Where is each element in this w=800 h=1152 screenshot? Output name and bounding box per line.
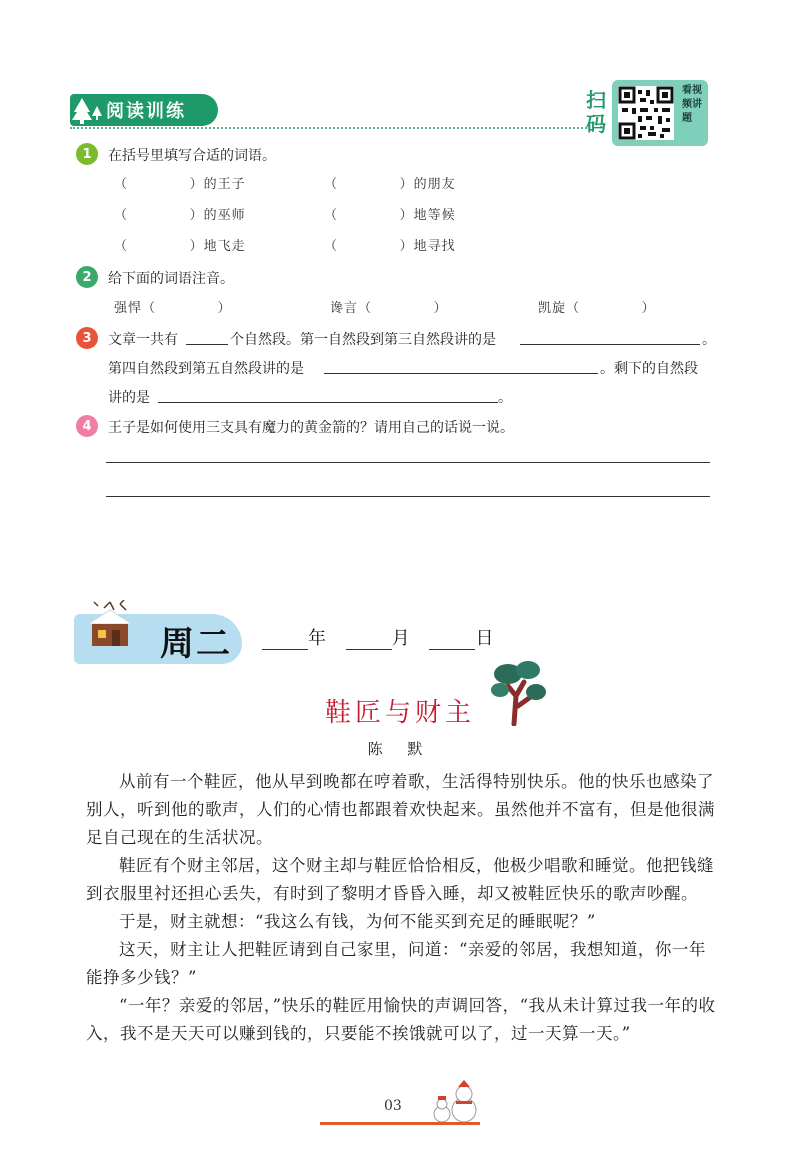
question-3-line2-start: 第四自然段到第五自然段讲的是 [108, 361, 304, 377]
answer-line[interactable] [106, 496, 710, 497]
page-number: 03 [384, 1098, 402, 1114]
date-blank[interactable] [429, 633, 475, 650]
story-title: 鞋匠与财主 [324, 698, 475, 728]
qr-code-icon[interactable] [618, 86, 674, 140]
section-header-tag [70, 94, 218, 126]
question-number-badge: 4 [76, 415, 98, 437]
question-number-badge: 2 [76, 266, 98, 288]
date-fields [262, 624, 493, 650]
fill-blank-row: （ ）地飞走 [114, 239, 246, 254]
fill-blank-row: （ ）的巫师 [114, 208, 246, 223]
question-number-badge: 1 [76, 143, 98, 165]
month-label: 月 [391, 628, 410, 649]
story-paragraph: 从前有一个鞋匠，他从早到晚都在哼着歌，生活得特别快乐。他的快乐也感染了别人，听到他的歌声，人们的心情也都跟着欢快起来。虽然他并不富有，但是他很满足自己现在的生活状况。 [86, 772, 715, 847]
scan-label: 扫码 [586, 88, 606, 136]
snow-house-icon [80, 600, 140, 648]
fill-blank-row: （ ）的朋友 [324, 177, 456, 192]
year-blank[interactable] [262, 633, 308, 650]
pinyin-item: 谗言（ ） [330, 301, 448, 316]
fill-blank-row: （ ）地等候 [324, 208, 456, 223]
answer-line[interactable] [106, 462, 710, 463]
question-3-line3-start: 讲的是 [108, 390, 150, 406]
section-title: 阅读训练 [106, 101, 186, 122]
story-paragraph: 于是，财主就想：“我这么有钱，为何不能买到充足的睡眠呢？” [119, 912, 596, 931]
date-label: 日 [475, 628, 494, 649]
pinyin-item: 凯旋（ ） [538, 301, 656, 316]
answer-line[interactable] [158, 402, 498, 403]
question-3-line3-end: 。 [498, 390, 512, 406]
question-number-badge: 3 [76, 327, 98, 349]
snowman-icon [428, 1080, 484, 1124]
footer-divider [320, 1122, 480, 1125]
question-3-line1-mid: 个自然段。第一自然段到第三自然段讲的是 [230, 332, 496, 348]
year-label: 年 [308, 628, 326, 649]
question-2-text: 给下面的词语注音。 [108, 271, 234, 287]
answer-line[interactable] [324, 373, 598, 374]
section-divider [70, 127, 590, 129]
question-3-line1-start: 文章一共有 [108, 332, 178, 348]
pinyin-item: 强悍（ ） [114, 301, 232, 316]
question-3-line2-end: 。剩下的自然段 [600, 361, 698, 377]
fill-blank-row: （ ）的王子 [114, 177, 246, 192]
month-blank[interactable] [346, 633, 392, 650]
fill-blank-row: （ ）地寻找 [324, 239, 456, 254]
story-paragraph: 鞋匠有个财主邻居，这个财主却与鞋匠恰恰相反，他极少唱歌和睡觉。他把钱缝到衣服里衬还担心丢失，有时到了黎明才昏昏入睡，却又被鞋匠快乐的歌声吵醒。 [86, 856, 714, 903]
day-label: 周二 [160, 624, 232, 664]
answer-line[interactable] [520, 344, 700, 345]
question-3-line1-end: 。 [702, 332, 716, 348]
story-paragraph: “一年？亲爱的邻居，”快乐的鞋匠用愉快的声调回答，“我从未计算过我一年的收入，我不是天天可以赚到钱的，只要能不挨饿就可以了，过一天算一天。” [86, 996, 716, 1043]
story-author: 陈 默 [367, 740, 433, 758]
pine-tree-icon [70, 94, 106, 126]
question-4-text: 王子是如何使用三支具有魔力的黄金箭的？请用自己的话说一说。 [108, 420, 514, 436]
tree-illustration-icon [488, 656, 548, 726]
question-1-text: 在括号里填写合适的词语。 [108, 148, 276, 164]
answer-line[interactable] [186, 344, 228, 345]
qr-caption: 看视频讲题 [682, 85, 702, 124]
story-paragraph: 这天，财主让人把鞋匠请到自己家里，问道：“亲爱的邻居，我想知道，你一年能挣多少钱？” [86, 940, 706, 987]
